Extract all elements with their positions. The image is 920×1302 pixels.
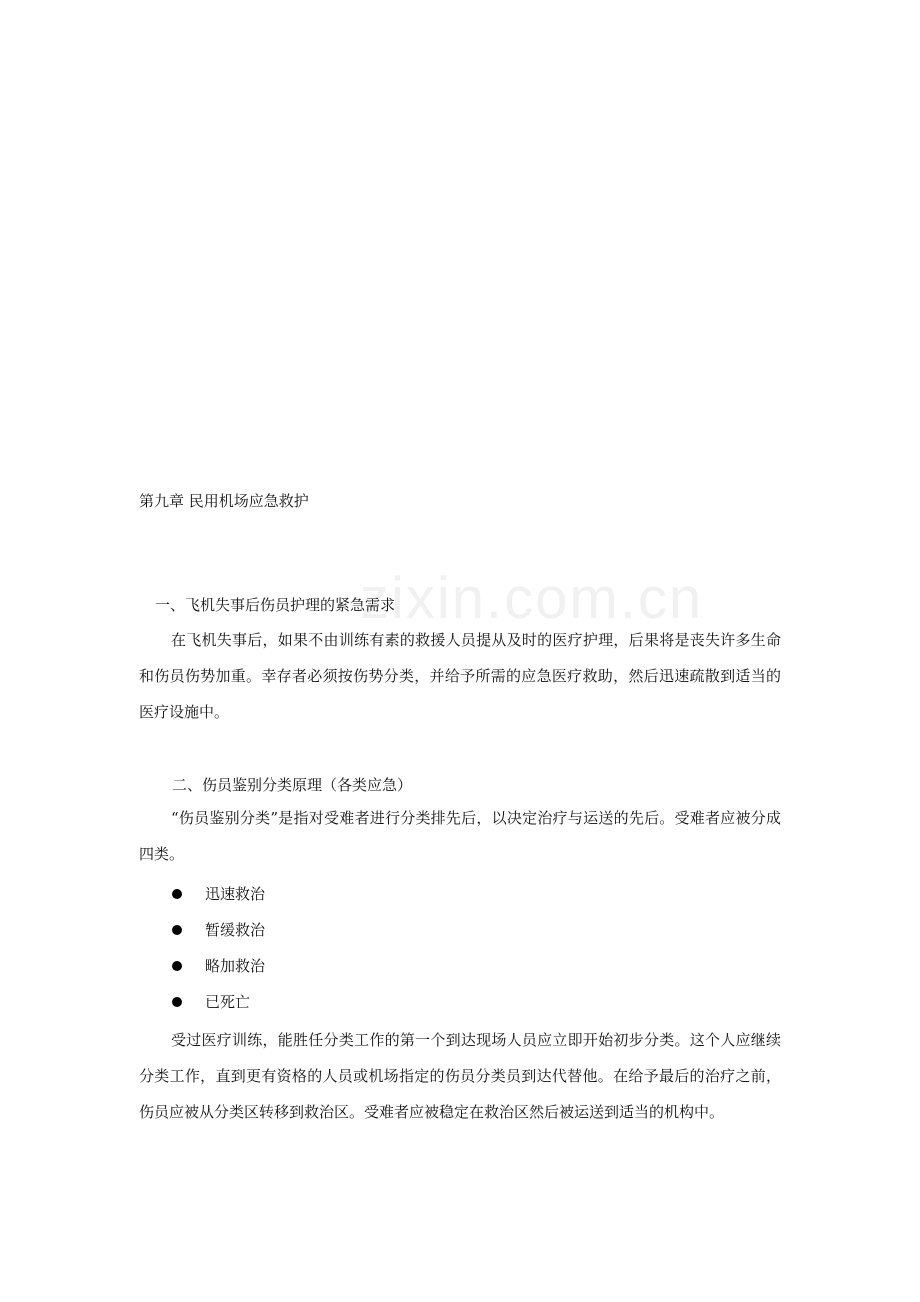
section-2-paragraph: “伤员鉴别分类”是指对受难者进行分类排先后，以决定治疗与运送的先后。受难者应被分成四类。: [139, 809, 781, 863]
list-item-label: 已死亡: [205, 993, 251, 1011]
list-item: [172, 912, 265, 948]
section-heading-2: 二、伤员鉴别分类原理（各类应急）: [172, 776, 413, 794]
section-1-paragraph: 在飞机失事后，如果不由训练有素的救援人员提从及时的医疗护理，后果将是丧失许多生命和伤员伤势加重。幸存者必须按伤势分类，并给予所需的应急医疗救助，然后迅速疏散到适当的医疗设施中。: [139, 631, 781, 721]
list-item-label: 略加救治: [205, 957, 266, 975]
bullet-dot-icon: [172, 997, 182, 1007]
section-heading-1: 一、飞机失事后伤员护理的紧急需求: [155, 596, 396, 614]
list-item: [172, 876, 265, 912]
watermark-text: zixin.com.cn: [360, 566, 704, 631]
bullet-dot-icon: [172, 925, 182, 935]
list-item-label: 迅速救治: [205, 885, 266, 903]
list-item: [172, 948, 265, 984]
list-item: [172, 984, 265, 1020]
chapter-title: 第九章 民用机场应急救护: [139, 492, 309, 510]
bullet-dot-icon: [172, 889, 182, 899]
bullet-dot-icon: [172, 961, 182, 971]
section-2-paragraph-2: 受过医疗训练，能胜任分类工作的第一个到达现场人员应立即开始初步分类。这个人应继续分类工作，直到更有资格的人员或机场指定的伤员分类员到达代替他。在给予最后的治疗之前，伤员应被从分类区转移到救治区。受难者应被稳定在救治区然后被运送到适当的机构中。: [139, 1031, 781, 1121]
list-item-label: 暂缓救治: [205, 921, 266, 939]
triage-category-list: [172, 876, 265, 1020]
